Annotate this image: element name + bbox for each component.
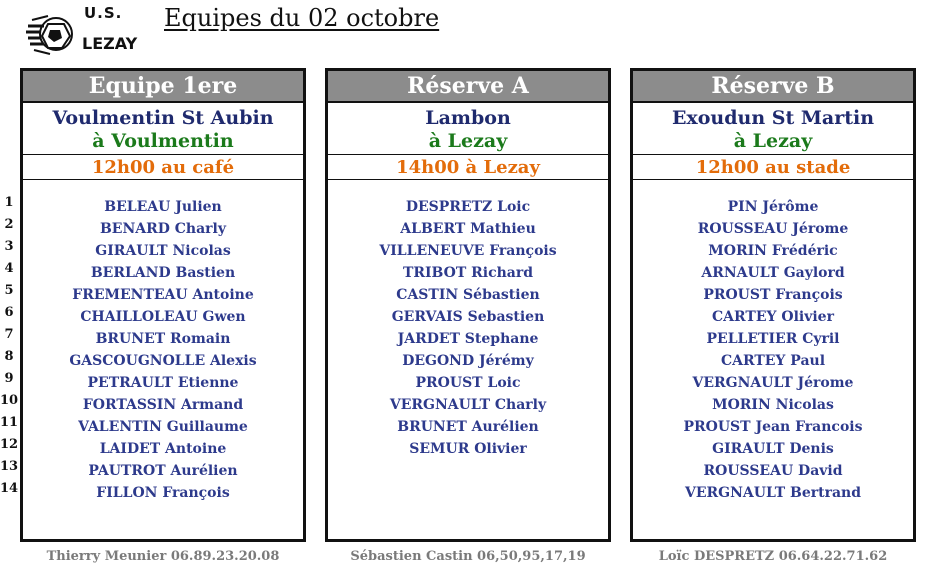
row-numbers <box>0 192 18 500</box>
player-name: BENARD Charly <box>99 221 227 237</box>
contact-reserve-a: Sébastien Castin 06,50,95,17,19 <box>350 549 586 564</box>
opponent-name: Exoudun St Martin <box>671 107 875 129</box>
player-list <box>328 180 608 460</box>
player-name: SEMUR Olivier <box>409 441 527 457</box>
player-name: BERLAND Bastien <box>90 265 236 281</box>
player-name: PETRAULT Etienne <box>87 375 239 391</box>
football-icon <box>26 10 82 56</box>
player-name: GIRAULT Denis <box>712 441 834 457</box>
player-list <box>633 180 913 504</box>
player-name: ROUSSEAU David <box>703 463 843 479</box>
player-name: DESPRETZ Loic <box>405 199 531 215</box>
player-name: VERGNAULT Charly <box>389 397 547 413</box>
player-name: CASTIN Sébastien <box>396 287 540 303</box>
row-number: 12 <box>0 437 19 452</box>
opponent-name: Lambon <box>425 107 511 129</box>
player-name: ALBERT Mathieu <box>400 221 536 237</box>
player-name: GASCOUGNOLLE Alexis <box>69 353 257 369</box>
club-abbrev: U.S. <box>84 4 123 22</box>
team-name: Réserve B <box>633 71 913 103</box>
player-name: TRIBOT Richard <box>402 265 534 281</box>
row-number: 10 <box>0 393 19 408</box>
team-column-equipe-1ere <box>20 68 306 542</box>
meeting-time: 12h00 au stade <box>633 155 913 180</box>
player-name: PIN Jérôme <box>727 199 819 215</box>
player-name: MORIN Frédéric <box>708 243 838 259</box>
player-name: JARDET Stephane <box>397 331 539 347</box>
match-location: à Voulmentin <box>23 130 303 155</box>
player-name: DEGOND Jérémy <box>402 353 534 369</box>
player-name: VERGNAULT Bertrand <box>685 485 861 501</box>
row-number: 11 <box>0 415 19 430</box>
player-list <box>23 180 303 504</box>
row-number: 2 <box>4 217 14 232</box>
player-name: LAIDET Antoine <box>99 441 227 457</box>
player-name: FILLON François <box>96 485 230 501</box>
player-name: GERVAIS Sebastien <box>391 309 545 325</box>
row-number: 4 <box>4 261 14 276</box>
player-name: MORIN Nicolas <box>712 397 834 413</box>
contact-equipe-1ere: Thierry Meunier 06.89.23.20.08 <box>46 549 280 564</box>
player-name: BELEAU Julien <box>104 199 222 215</box>
player-name: CHAILLOLEAU Gwen <box>80 309 246 325</box>
player-name: PROUST Loic <box>415 375 521 391</box>
player-name: BRUNET Aurélien <box>397 419 539 435</box>
row-number: 5 <box>4 283 14 298</box>
row-number: 6 <box>4 305 14 320</box>
match-location: à Lezay <box>328 130 608 155</box>
row-number: 3 <box>4 239 14 254</box>
player-name: PROUST François <box>703 287 843 303</box>
player-name: GIRAULT Nicolas <box>95 243 231 259</box>
player-name: CARTEY Paul <box>720 353 826 369</box>
player-name: PAUTROT Aurélien <box>88 463 238 479</box>
row-number: 1 <box>4 195 14 210</box>
team-name: Réserve A <box>328 71 608 103</box>
meeting-time: 12h00 au café <box>23 155 303 180</box>
player-name: VERGNAULT Jérome <box>692 375 854 391</box>
row-number: 9 <box>4 371 14 386</box>
contact-reserve-b: Loïc DESPRETZ 06.64.22.71.62 <box>658 549 888 564</box>
player-name: PELLETIER Cyril <box>706 331 840 347</box>
row-number: 7 <box>4 327 14 342</box>
player-name: VILLENEUVE François <box>379 243 557 259</box>
match-location: à Lezay <box>633 130 913 155</box>
row-number: 13 <box>0 459 19 474</box>
player-name: VALENTIN Guillaume <box>78 419 248 435</box>
player-name: ROUSSEAU Jérome <box>697 221 849 237</box>
team-name: Equipe 1ere <box>23 71 303 103</box>
player-name: PROUST Jean Francois <box>683 419 863 435</box>
player-name: BRUNET Romain <box>95 331 231 347</box>
club-logo <box>26 4 146 56</box>
page-title: Equipes du 02 octobre <box>164 4 440 32</box>
player-name: CARTEY Olivier <box>712 309 834 325</box>
row-number: 8 <box>4 349 14 364</box>
meeting-time: 14h00 à Lezay <box>328 155 608 180</box>
team-column-reserve-b <box>630 68 916 542</box>
club-name: LEZAY <box>82 34 138 53</box>
opponent-name: Voulmentin St Aubin <box>52 107 274 129</box>
player-name: FORTASSIN Armand <box>82 397 244 413</box>
player-name: FREMENTEAU Antoine <box>72 287 254 303</box>
player-name: ARNAULT Gaylord <box>701 265 845 281</box>
row-number: 14 <box>0 481 19 496</box>
team-column-reserve-a <box>325 68 611 542</box>
